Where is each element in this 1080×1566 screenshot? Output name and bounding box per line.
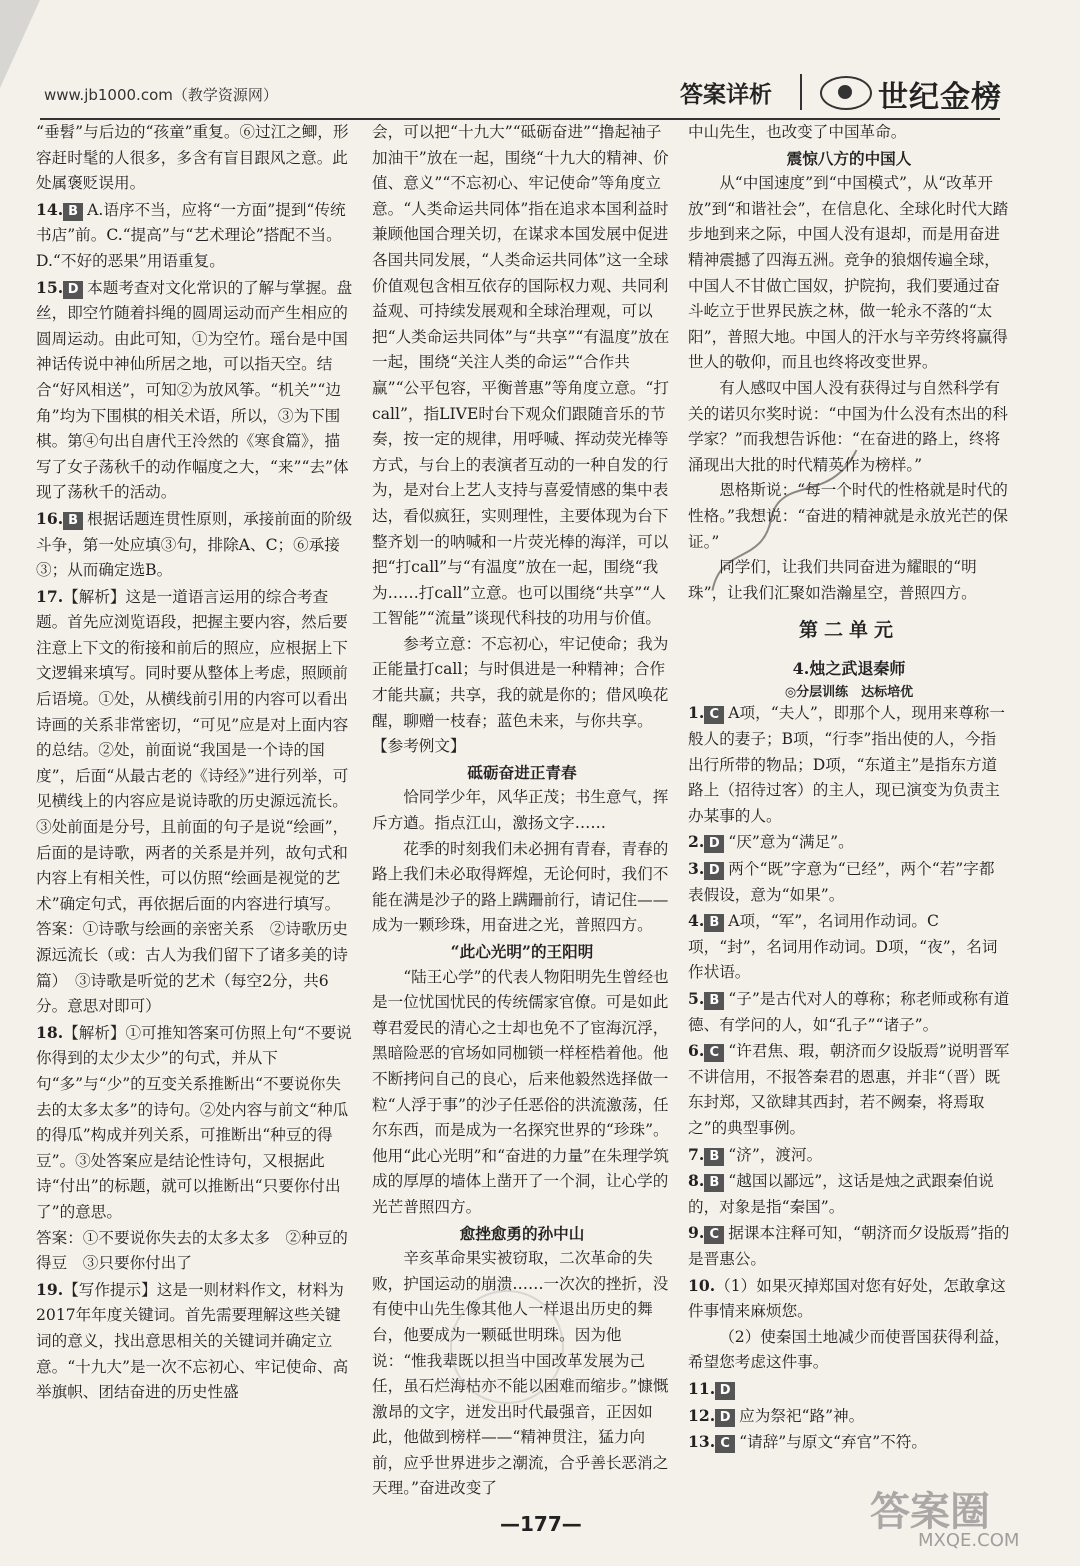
question-number: 17. (36, 586, 64, 606)
page-number: —177— (500, 1512, 582, 1536)
question-number: 16. (36, 508, 64, 528)
paragraph: 会，可以把“十九大”“砥砺奋进”“撸起袖子加油干”放在一起，围绕“十九大的精神、价值、意义”“不忘初心、牢记使命”等角度立意。“人类命运共同体”指在追求本国利益时兼顾他国合理关切，在谋求本国发展中促进各国共同发展，“人类命运共同体”这一全球价值观包含相互依存的国际权力观、共同利益观、可持续发展观和全球治理观，可以把“人类命运共同体”与“共享”“有温度”放在一起，围绕“关注人类的命运”“合作共赢”“公平包容，平衡普惠”等角度立意。“打call”，指LIVE时台下观众们跟随音乐的节奏，按一定的规律，用呼喊、挥动荧光棒等方式，与台上的表演者互动的一种自发的行为，是对台上艺人支持与喜爱情感的集中表达，看似疯狂，实则理性，主要体现为台下整齐划一的呐喊和一片荧光棒的海洋，可以把“打call”与“有温度”放在一起，围绕“我为……打call”立意。也可以围绕“共享”“人工智能”“流量”谈现代科技的功用与价值。 (372, 123, 670, 628)
answer-explanation: 根据话题连贯性原则，承接前面的阶级斗争，第一处应填③句，排除A、C；⑥承接③；从而确定选B。 (36, 509, 353, 580)
question-number: 10. (688, 1275, 716, 1295)
question-number: 11. (688, 1378, 716, 1398)
answer-explanation: “厌”意为“满足”。 (728, 833, 854, 852)
eye-logo-icon (820, 76, 872, 110)
question-number: 18. (36, 1022, 64, 1042)
answer-item (36, 584, 354, 918)
lesson-title: 4.烛之武退秦师 (792, 658, 906, 678)
question-number: 12. (688, 1405, 716, 1425)
answer-explanation: A.语序不当，应将“一方面”提到“传统书店”前。C.“提高”与“艺术理论”搭配不当。D.“不好的恶果”用语重复。 (36, 200, 346, 270)
header-divider (800, 74, 802, 110)
paragraph: 答案：①诗歌与绘画的亲密关系 ②诗歌历史源远流长（或：古人为我们留下了诸多美的诗篇） ③诗歌是听觉的艺术（每空2分，共6分。意思对即可） (36, 920, 348, 1016)
answer-letter-badge: B (704, 1174, 724, 1192)
answer-letter-badge: C (704, 1226, 724, 1244)
answer-letter-badge: D (63, 281, 83, 299)
answer-letter-badge: C (715, 1435, 735, 1453)
answer-item (688, 986, 1010, 1038)
answer-explanation: A项，“夫人”，即那个人，现用来尊称一般人的妻子；B项，“行李”指出使的人，今指出行所带的物品；D项，“东道主”是指东方道路上（招待过客）的主人，现已演变为负责主办某事的人。 (688, 704, 1005, 825)
essay-subtitle: “此心光明”的王阳明 (450, 942, 594, 961)
answer-letter-badge: D (715, 1382, 735, 1400)
question-number: 13. (688, 1432, 716, 1452)
brand-logo-text: 世纪金榜 (878, 80, 1002, 115)
essay-subtitle: 砥砺奋进正青春 (467, 762, 577, 782)
question-number: 15. (36, 277, 64, 297)
paragraph: 答案：①不要说你失去的太多太多 ②种豆的得豆 ③只要你付出了 (36, 1228, 348, 1273)
answer-explanation: 两个“既”字意为“已经”，两个“若”字都表假设，意为“如果”。 (688, 860, 995, 904)
answer-letter-badge: B (704, 992, 724, 1010)
answer-item (688, 1038, 1010, 1141)
stamp-mark (450, 1290, 564, 1404)
question-number: 8. (688, 1171, 705, 1191)
answer-explanation: 【解析】这是一道语言运用的综合考查题。首先应浏览语段，把握主要内容，然后要注意上下文的衔接和前后的照应，应根据上下文逻辑来填写。同时要从整体上考虑，照顾前后语境。①处，从横线前引用的内容可以看出诗画的关系非常密切，“可见”应是对上面内容的总结。②处，前面说“我国是一个诗的国度”，后面“从最古老的《诗经》”进行列举，可见横线上的内容应是说诗歌的历史源远流长。③处前面是分号，且前面的句子是说“绘画”，后面的是诗歌，两者的关系是并列，故句式和内容上有相关性，可以仿照“绘画是视觉的艺术”确定句式，再依据后面的内容进行填写。 (36, 587, 349, 913)
answer-item (688, 1273, 1010, 1325)
question-number: 3. (688, 859, 705, 879)
answer-item (36, 1020, 354, 1226)
answer-item (36, 197, 354, 275)
column-right (688, 120, 1010, 1456)
answer-item (688, 1403, 1010, 1430)
answer-letter-badge: B (63, 512, 83, 530)
paragraph: 参考立意：不忘初心，牢记使命；我为正能量打call；与时俱进是一种精神；合作才能共赢；共享，我的就是你的；借风唤花醒，聊赠一枝春；蓝色未来，与你共享。 (372, 634, 669, 730)
answer-explanation: “子”是古代对人的尊称；称老师或称有道德、有学问的人，如“孔子”“诸子”。 (688, 990, 1010, 1034)
answer-explanation: “许君焦、瑕，朝济而夕设版焉”说明晋军不讲信用，不报答秦君的恩惠，并非“（晋）既东封郑，又欲肆其西封，若不阙秦，将焉取之”的典型事例。 (688, 1042, 1010, 1137)
answer-explanation: 应为祭祀“路”神。 (739, 1406, 865, 1425)
answer-explanation: 本题考查对文化常识的了解与掌握。盘丝，即空竹随着抖绳的圆周运动而产生相应的圆周运动。由此可知，①为空竹。瑶台是中国神话传说中神仙所居之地，可以指天空。结合“好风相送”，可知②为放风筝。“机关”“边角”均为下围棋的相关术语，所以，③为下围棋。第④句出自唐代王泠然的《寒食篇》，描写了女子荡秋千的动作幅度之大，“来”“去”体现了荡秋千的活动。 (36, 278, 353, 502)
answer-item (36, 1277, 354, 1406)
question-number: 2. (688, 832, 705, 852)
answer-letter-badge: B (704, 914, 724, 932)
answer-item (688, 1376, 1010, 1403)
column-left (36, 120, 354, 1406)
question-number: 19. (36, 1279, 64, 1299)
answer-item (688, 908, 1010, 986)
question-number: 1. (688, 703, 705, 723)
paragraph: 恰同学少年，风华正茂；书生意气，挥斥方遒。指点江山，激扬文字…… (372, 788, 669, 833)
answer-item (36, 275, 354, 506)
answer-explanation: “请辞”与原文“弃官”不符。 (739, 1433, 927, 1452)
page-curl-decoration (0, 0, 40, 88)
section-label: ◎分层训练 达标培优 (784, 685, 914, 701)
paragraph: 【参考例文】 (372, 737, 466, 756)
answer-explanation: 【写作提示】这是一则材料作文，材料为2017年年度关键词。首先需要理解这些关键词的意义，找出意思相关的关键词并确定立意。“十九大”是一次不忘初心、牢记使命、高举旗帜、团结奋进的历史性盛 (36, 1280, 349, 1402)
header-title: 答案详析 (680, 82, 772, 108)
paragraph: 花季的时刻我们未必拥有青春，青春的路上我们未必取得辉煌，无论何时，我们不能在满是沙子的路上蹒跚前行，请记住——成为一颗珍珠，用奋进之光，普照四方。 (372, 839, 669, 935)
answer-item (36, 506, 354, 584)
answer-explanation: 【解析】①可推知答案可仿照上句“不要说你得到的太少太少”的句式，并从下句“多”与“少”的互变关系推断出“不要说你失去的太多太多”的诗句。②处内容与前文“种瓜的得瓜”构成并列关系，可推断出“种豆的得豆”。③处答案应是结论性诗句，又根据此诗“付出”的标题，就可以推断出“只要你付出了”的意思。 (36, 1023, 352, 1221)
answer-item (688, 1220, 1010, 1272)
question-number: 6. (688, 1041, 705, 1061)
paragraph: 恩格斯说：“每一个时代的性格就是时代的性格。”我想说：“奋进的精神就是永放光芒的保证。” (688, 481, 1009, 551)
answer-explanation: 据课本注释可知，“朝济而夕设版焉”指的是晋惠公。 (688, 1224, 1010, 1268)
watermark-logo: 答案圈 (870, 1489, 990, 1535)
unit-heading: 第二单元 (798, 619, 899, 642)
paragraph: 辛亥革命果实被窃取，二次革命的失败，护国运动的崩溃……一次次的挫折，没有使中山先生像其他人一样退出历史的舞台，他要成为一颗砥世明珠。因为他说：“惟我辈既以担当中国改革发展为己任，虽石烂海枯亦不能以困难而缩步。”慷慨激昂的文字，迸发出时代最强音，正因如此，他做到榜样——“精神贯注，猛力向前，应乎世界进步之潮流，合乎善长恶消之天理。”奋进改变了 (372, 1249, 669, 1498)
question-number: 14. (36, 199, 64, 219)
paragraph: “垂髫”与后边的“孩童”重复。⑥过江之鲫，形容赶时髦的人很多，多含有盲目跟风之意。此处属褒贬误用。 (36, 123, 349, 193)
answer-explanation: “济”，渡河。 (728, 1145, 823, 1164)
answer-item (688, 700, 1010, 829)
answer-letter-badge: B (704, 1148, 724, 1166)
answer-explanation: “越国以鄙远”，这话是烛之武跟秦伯说的，对象是指“秦国”。 (688, 1172, 994, 1216)
question-number: 4. (688, 911, 705, 931)
essay-subtitle: 愈挫愈勇的孙中山 (459, 1223, 585, 1243)
answer-letter-badge: B (63, 203, 83, 221)
paragraph: 中山先生，也改变了中国革命。 (688, 123, 907, 141)
answer-item (688, 1429, 1010, 1456)
answer-item (688, 829, 1010, 856)
answer-item (688, 1168, 1010, 1220)
answer-letter-badge: C (704, 706, 724, 724)
question-number: 7. (688, 1144, 705, 1164)
answer-item (688, 856, 1010, 908)
watermark-url: MXQE.COM (918, 1530, 1020, 1551)
paragraph: 有人感叹中国人没有获得过与自然科学有关的诺贝尔奖时说：“中国为什么没有杰出的科学家？”而我想告诉他：“在奋进的路上，终将涌现出大批的时代精英作为榜样。” (688, 378, 1008, 474)
answer-item (688, 1142, 1010, 1169)
answer-explanation: A项，“军”，名词用作动词。C项，“封”，名词用作动词。D项，“夜”，名词作状语。 (688, 912, 998, 982)
answer-letter-badge: C (704, 1044, 724, 1062)
paragraph: “陆王心学”的代表人物阳明先生曾经也是一位忧国忧民的传统儒家官僚。可是如此尊君爱民的清心之士却也免不了宦海沉浮，黑暗险恶的官场如同枷锁一样桎梏着他。他不断拷问自己的良心，后来他毅然选择做一粒“人浮于事”的沙子任恶俗的洪流激荡，任尔东西，而是成为一名探究世界的“珍珠”。他用“此心光明”和“奋进的力量”在朱理学筑成的厚厚的墙体上凿开了一个洞，让心学的光芒普照四方。 (372, 967, 669, 1216)
paragraph: 从“中国速度”到“中国模式”，从“改革开放”到“和谐社会”，在信息化、全球化时代大踏步地到来之际，中国人没有退却，而是用奋进精神震撼了四海五洲。竞争的狼烟传遍全球，中国人不甘做亡国奴，护院拘，我们要通过奋斗屹立于世界民族之林，做一轮永不落的“太阳”，普照大地。中国人的汗水与辛劳终将赢得世人的敬仰，而且也终将改变世界。 (688, 174, 1009, 372)
paragraph: （2）使秦国土地减少而使晋国获得利益，希望您考虑这件事。 (688, 1327, 1010, 1372)
site-url: www.jb1000.com（教学资源网） (44, 86, 278, 104)
answer-letter-badge: D (704, 862, 724, 880)
paragraph: 同学们，让我们共同奋进为耀眼的“明珠”，让我们汇聚如浩瀚星空，普照四方。 (688, 558, 977, 602)
essay-subtitle: 震惊八方的中国人 (786, 148, 912, 168)
answer-letter-badge: D (704, 835, 724, 853)
answer-letter-badge: D (715, 1409, 735, 1427)
answer-explanation: （1）如果灭掉郑国对您有好处，怎敢拿这件事情来麻烦您。 (688, 1276, 1006, 1321)
question-number: 9. (688, 1223, 705, 1243)
page-header (0, 0, 1080, 120)
question-number: 5. (688, 989, 705, 1008)
